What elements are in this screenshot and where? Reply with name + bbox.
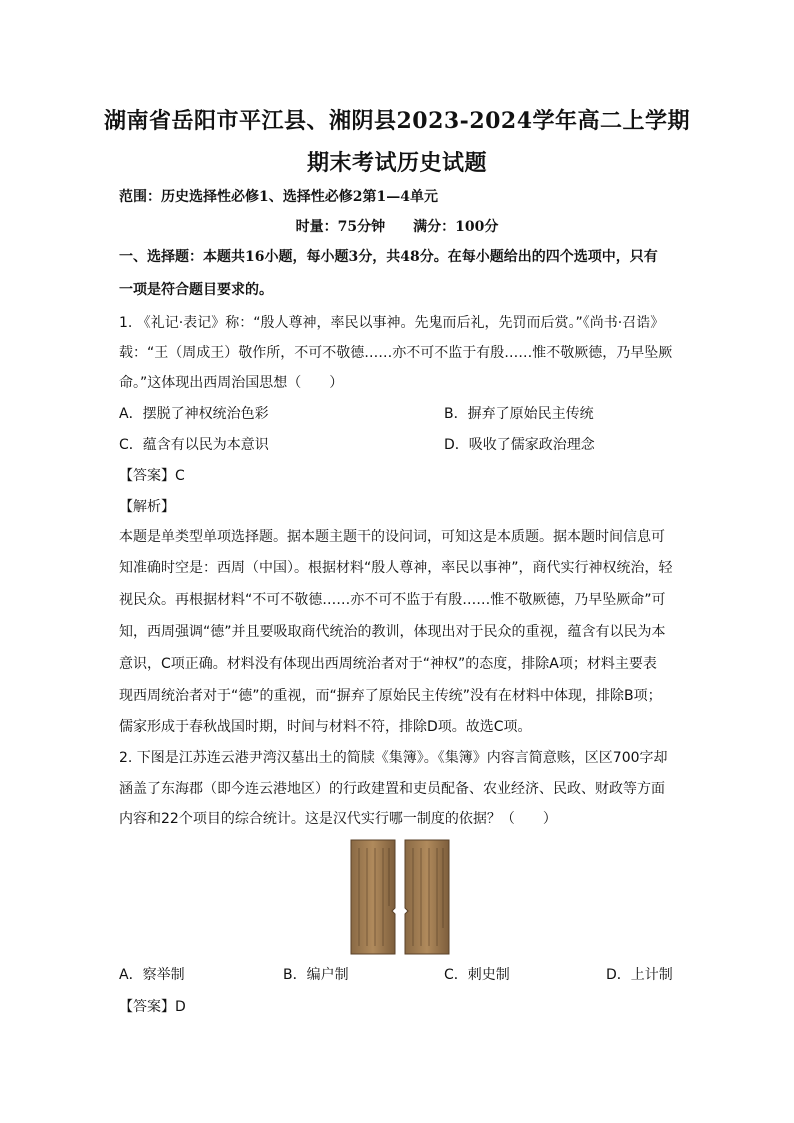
q1-analysis-line: 本题是单类型单项选择题。据本题主题干的设问词，可知这是本质题。据本题时间信息可 [119,529,665,545]
q2-stem-line: 内容和22个项目的综合统计。这是汉代实行哪一制度的依据？（ ） [119,811,557,827]
q2-option-d: D．上计制 [606,967,673,983]
q1-analysis-line: 儒家形成于春秋战国时期，时间与材料不符，排除D项。故选C项。 [119,719,532,735]
q1-option-d: D．吸收了儒家政治理念 [444,437,595,453]
q1-stem-line: 载：“王（周成王）敬作所，不可不敬德……亦不可不监于有殷……惟不敬厥德，乃早坠厥 [119,345,673,361]
q2-option-b: B．编户制 [283,967,349,983]
page-subtitle: 期末考试历史试题 [306,150,487,176]
bamboo-slips-image [349,838,451,956]
q1-analysis-line: 知，西周强调“德”并且要吸取商代统治的教训，体现出对于民众的重视，蕴含有以民为本 [119,624,666,640]
page-title: 湖南省岳阳市平江县、湘阴县2023-2024学年高二上学期 [103,108,691,134]
q1-analysis-line: 知准确时空是：西周（中国）。根据材料“殷人尊神，率民以事神”，商代实行神权统治，轻 [119,560,673,576]
q2-option-c: C．刺史制 [444,967,510,983]
q1-stem-line: 命。”这体现出西周治国思想（ ） [119,375,344,391]
q1-analysis-label: 【解析】 [119,499,175,515]
q1-option-c: C．蕴含有以民为本意识 [119,437,269,453]
q1-analysis-line: 现西周统治者对于“德”的重视，而“摒弃了原始民主传统”没有在材料中体现，排除B项； [119,688,662,704]
q1-analysis-line: 意识，C项正确。材料没有体现出西周统治者对于“神权”的态度，排除A项；材料主要表 [119,656,657,672]
q2-answer: 【答案】D [119,999,186,1015]
exam-scope: 范围：历史选择性必修1、选择性必修2第1—4单元 [119,189,438,205]
q1-option-b: B．摒弃了原始民主传统 [444,406,594,422]
q2-stem-line: 涵盖了东海郡（即今连云港地区）的行政建置和吏员配备、农业经济、民政、财政等方面 [119,781,665,797]
section-instruction: 一、选择题：本题共16小题，每小题3分，共48分。在每小题给出的四个选项中，只有 [119,249,658,265]
time-score: 时量：75分钟 满分：100分 [295,219,499,235]
q1-option-a: A．摆脱了神权统治色彩 [119,406,269,422]
q1-stem-line: 1. 《礼记·表记》称：“殷人尊神，率民以事神。先鬼而后礼，先罚而后赏。”《尚书·召诰》 [119,315,665,331]
q2-option-a: A．察举制 [119,967,185,983]
q1-analysis-line: 视民众。再根据材料“不可不敬德……亦不可不监于有殷……惟不敬厥德，乃早坠厥命”可 [119,592,666,608]
q2-stem-line: 2. 下图是江苏连云港尹湾汉墓出土的简牍《集簿》。《集簿》内容言简意赅，区区700字却 [119,750,668,766]
q1-answer: 【答案】C [119,468,185,484]
section-instruction-cont: 一项是符合题目要求的。 [119,282,273,298]
